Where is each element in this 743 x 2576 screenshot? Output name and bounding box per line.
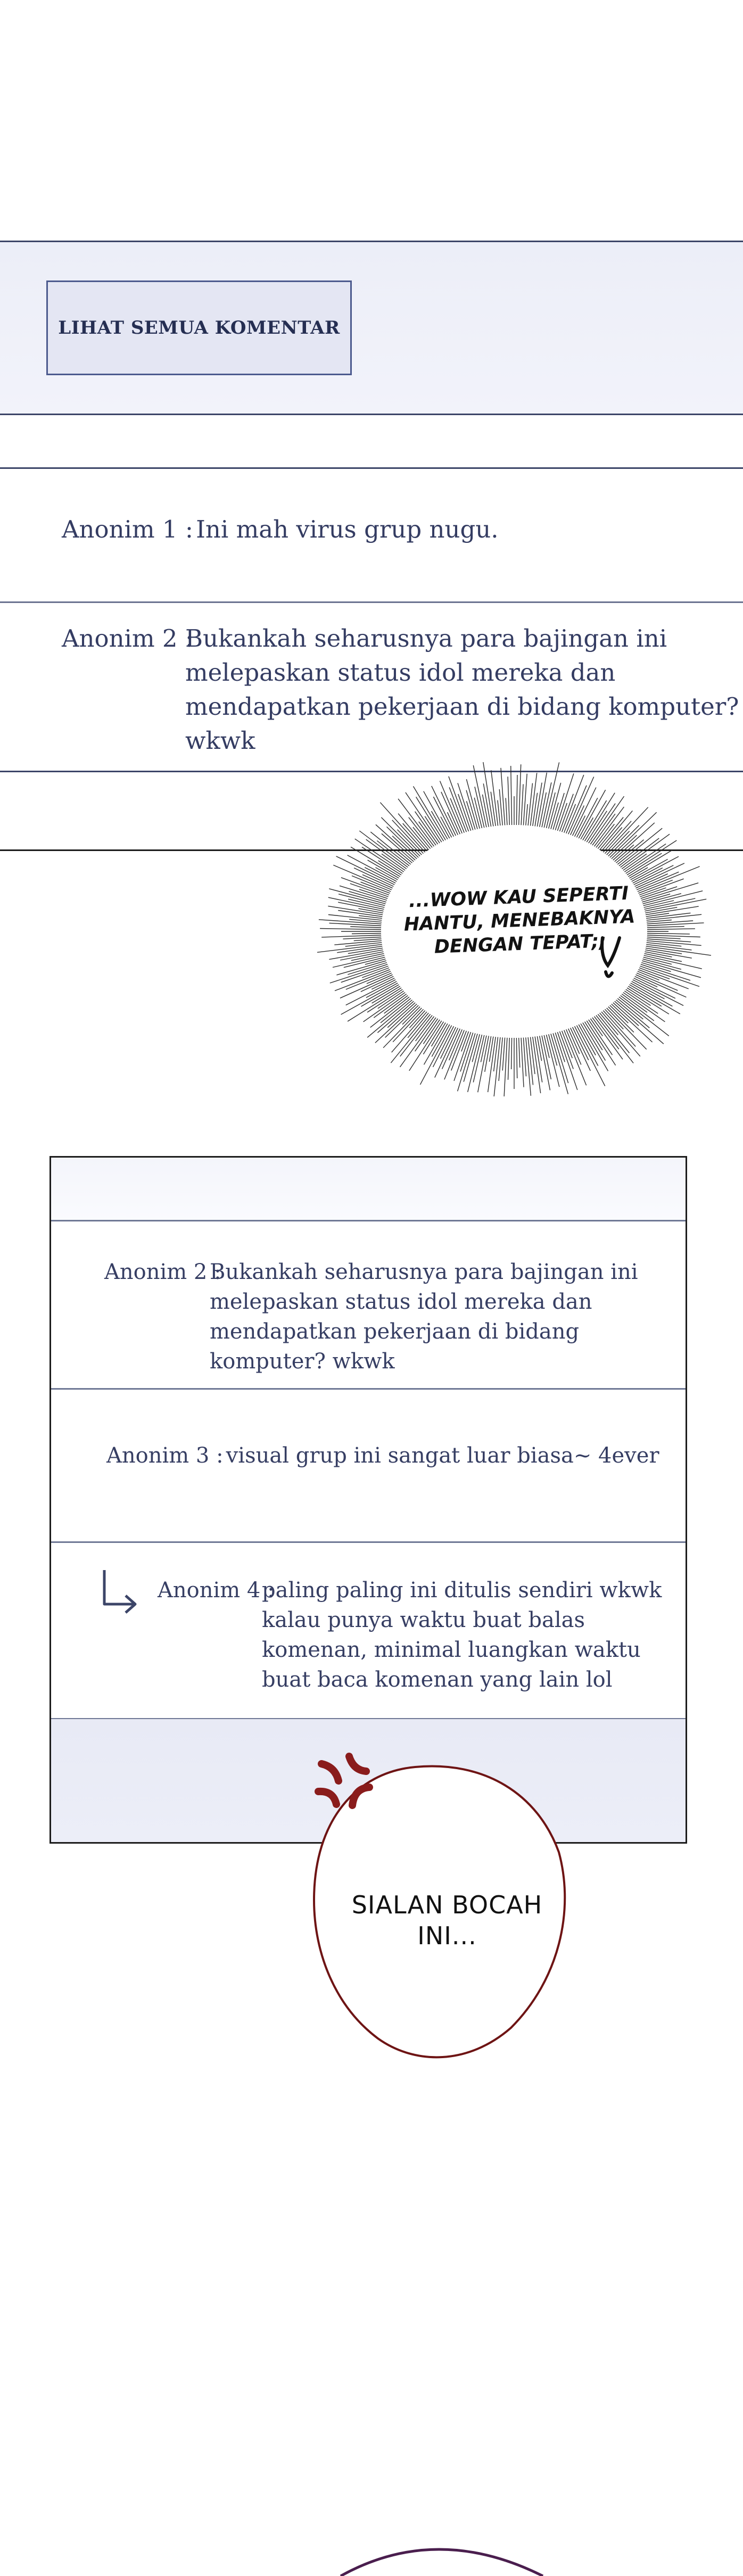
see-all-comments-button[interactable]: LIHAT SEMUA KOMENTAR xyxy=(46,280,352,375)
sweat-drop-icon xyxy=(596,935,628,982)
comment-author: Anonim 4 : xyxy=(158,1578,275,1603)
anger-mark-icon xyxy=(311,1746,385,1820)
reply-arrow-icon xyxy=(99,1567,142,1620)
comment-item xyxy=(106,1443,659,1468)
comment-text: Ini mah virus grup nugu. xyxy=(196,515,499,543)
comment-text: Bukankah seharusnya para bajingan ini melepaskan status idol mereka dan mendapatkan pekerjaan di bidang komputer? wkwk xyxy=(210,1260,638,1374)
burst-bubble-text: ...WOW KAU SEPERTI HANTU, MENEBAKNYA DENGAN TEPAT;; xyxy=(403,882,635,958)
comment-author: Anonim 1 : xyxy=(62,515,194,543)
divider xyxy=(51,1388,686,1390)
comment-author: Anonim 2 : xyxy=(104,1260,221,1284)
comment-text: Bukankah seharusnya para bajingan ini melepaskan status idol mereka dan mendapatkan pekerjaan di bidang komputer? wkwk xyxy=(185,624,739,755)
comment-author: Anonim 2 : xyxy=(62,624,194,653)
divider xyxy=(51,1541,686,1543)
divider xyxy=(0,601,743,603)
divider xyxy=(51,1220,686,1221)
comment-box-header xyxy=(51,1158,686,1220)
comment-text: visual grup ini sangat luar biasa~ 4ever xyxy=(226,1443,659,1468)
comment-author: Anonim 3 : xyxy=(106,1443,224,1468)
speech-bubble-edge xyxy=(330,2533,554,2576)
comment-item xyxy=(62,515,499,543)
comment-text: paling paling ini ditulis sendiri wkwk kalau punya waktu buat balas komenan, minimal luangkan waktu buat baca komenan yang lain lol xyxy=(262,1578,662,1692)
divider xyxy=(0,467,743,469)
angry-bubble-text: SIALAN BOCAH INI... xyxy=(351,1890,543,1950)
